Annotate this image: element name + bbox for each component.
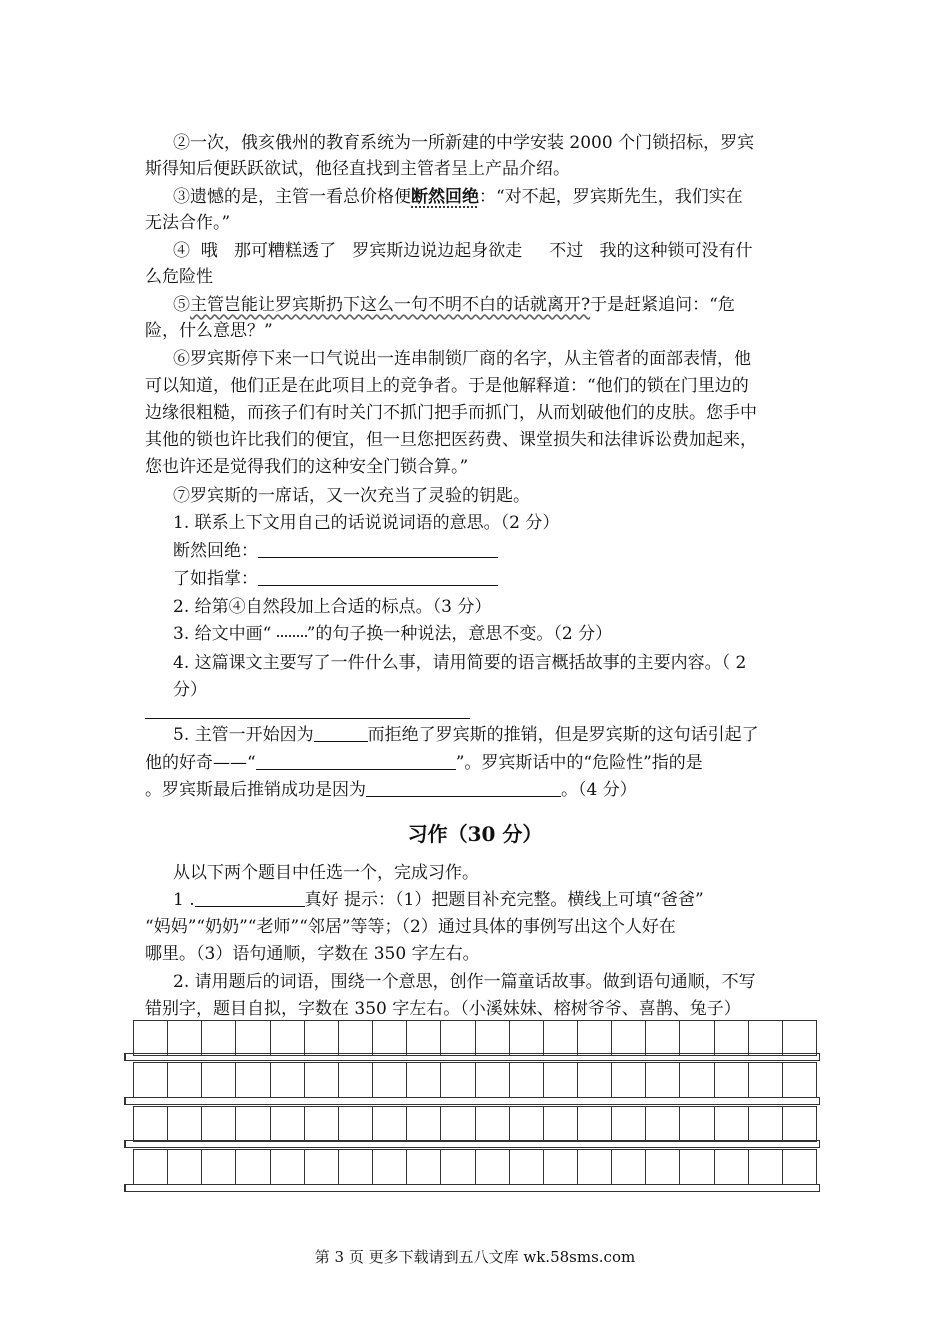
question-5-text-b: 而拒绝了罗宾斯的推销，但是罗宾斯的这句话引起了 — [367, 725, 759, 745]
topic-1-text: 真好 提示：（1）把题目补充完整。横线上可填“爸爸” — [304, 890, 704, 910]
paragraph-6-line-5: 您也许还是觉得我们的这种安全门锁合算。” — [145, 457, 469, 477]
section-title: 习作（30 分） — [407, 822, 543, 846]
grid-row-separator — [124, 1053, 820, 1061]
question-1b-label: 了如指掌： — [173, 569, 258, 589]
question-2: 2. 给第④自然段加上合适的标点。（3 分） — [173, 597, 492, 617]
paragraph-3-line-2: 无法合作。” — [145, 213, 231, 233]
question-4-line-1: 4. 这篇课文主要写了一件什么事，请用简要的语言概括故事的主要内容。（ 2 — [173, 653, 747, 673]
question-1a — [173, 538, 498, 564]
answer-line[interactable] — [145, 718, 470, 719]
question-5-line-2 — [145, 750, 703, 776]
writing-grid-row[interactable] — [133, 1106, 817, 1142]
paragraph-4-line-2: 么危险性 — [145, 267, 213, 287]
paragraph-3-text-c: ：“对不起，罗宾斯先生，我们实在 — [479, 187, 743, 207]
question-4-line-2: 分） — [173, 680, 207, 700]
paragraph-6-line-2: 可以知道，他们正是在此项目上的竞争者。于是他解释道：“他们的锁在门里边的 — [145, 376, 749, 396]
topic-1-line-3: 哪里。（3）语句通顺，字数在 350 字左右。 — [145, 944, 480, 964]
paragraph-6-line-4: 其他的锁也许比我们的便宜，但一旦您把医药费、课堂损失和法律诉讼费加起来， — [145, 430, 757, 450]
paragraph-5-number: ⑤ — [173, 295, 190, 315]
topic-2-line-2: 错别字，题目自拟，字数在 350 字左右。（小溪妹妹、榕树爷爷、喜鹊、兔子） — [145, 999, 741, 1019]
paragraph-6-line-3: 边缘很粗糙，而孩子们有时关门不抓门把手而抓门，从而划破他们的皮肤。您手中 — [145, 403, 757, 423]
topic-2-line-1: 2. 请用题后的词语，围绕一个意思，创作一篇童话故事。做到语句通顺，不写 — [173, 972, 756, 992]
question-3-text-a: 3. 给文中画“ — [173, 624, 277, 644]
paragraph-6-line-1: ⑥罗宾斯停下来一口气说出一连串制锁厂商的名字，从主管者的面部表情，他 — [173, 349, 751, 369]
grid-row-separator — [124, 1097, 820, 1105]
answer-blank[interactable] — [258, 567, 498, 586]
topic-1-line-2: “妈妈”“奶奶”“老师”“邻居”等等；（2）通过具体的事例写出这个人好在 — [145, 917, 676, 937]
question-5-text-d: ”。罗宾斯话中的“危险性”指的是 — [455, 753, 703, 773]
paragraph-5-line-2: 险，什么意思？” — [145, 321, 273, 341]
answer-blank[interactable] — [195, 888, 305, 907]
page-footer: 第 3 页 更多下载请到五八文库 wk.58sms.com — [314, 1248, 636, 1266]
question-5-text-c: 他的好奇——“ — [145, 753, 256, 773]
paragraph-2-line-1: ②一次，俄亥俄州的教育系统为一所新建的中学安装 2000 个门锁招标，罗宾 — [173, 133, 755, 153]
grid-row-separator — [124, 1140, 820, 1148]
paragraph-2-line-2: 斯得知后便跃跃欲试，他径直找到主管者呈上产品介绍。 — [145, 159, 570, 179]
question-5-line-3 — [145, 777, 637, 803]
paragraph-3-line-1 — [173, 184, 743, 210]
question-1b — [173, 566, 498, 592]
paragraph-3-text-a: ③遗憾的是，主管一看总价格便 — [173, 187, 411, 207]
paragraph-4-line-1: ④ 哦 那可糟糕透了 罗宾斯边说边起身欲走 不过 我的这种锁可没有什 — [173, 241, 753, 261]
topic-1-number: 1 . — [173, 890, 195, 910]
paragraph-7-line-1: ⑦罗宾斯的一席话，又一次充当了灵验的钥匙。 — [173, 486, 530, 506]
question-1a-label: 断然回绝： — [173, 541, 258, 561]
paragraph-5-line-1 — [173, 292, 735, 318]
wavy-line-symbol — [277, 625, 307, 637]
question-5-text-a: 5. 主管一开始因为 — [173, 725, 314, 745]
writing-grid-row[interactable] — [133, 1020, 817, 1056]
paragraph-5-text-c: 于是赶紧追问：“危 — [590, 295, 735, 315]
question-5-line-1 — [173, 722, 759, 748]
grid-row-separator — [124, 1184, 820, 1192]
answer-blank[interactable] — [366, 778, 561, 797]
question-3 — [173, 621, 612, 647]
question-5-text-e: 。罗宾斯最后推销成功是因为 — [145, 780, 366, 800]
dotted-phrase: 断然回绝 — [411, 187, 479, 207]
answer-blank[interactable] — [256, 751, 456, 770]
question-5-text-f: 。（4 分） — [561, 780, 637, 800]
composition-intro: 从以下两个题目中任选一个，完成习作。 — [173, 863, 479, 883]
answer-blank[interactable] — [314, 723, 368, 742]
question-3-text-b: ”的句子换一种说法，意思不变。（2 分） — [306, 624, 613, 644]
writing-grid-row[interactable] — [133, 1149, 817, 1185]
wavy-underlined-sentence: 主管岂能让罗宾斯扔下这么一句不明不白的话就离开? — [190, 295, 591, 315]
answer-blank[interactable] — [258, 539, 498, 558]
topic-1-line-1 — [173, 887, 704, 913]
question-1: 1. 联系上下文用自己的话说说词语的意思。（2 分） — [173, 513, 560, 533]
writing-grid-row[interactable] — [133, 1062, 817, 1098]
